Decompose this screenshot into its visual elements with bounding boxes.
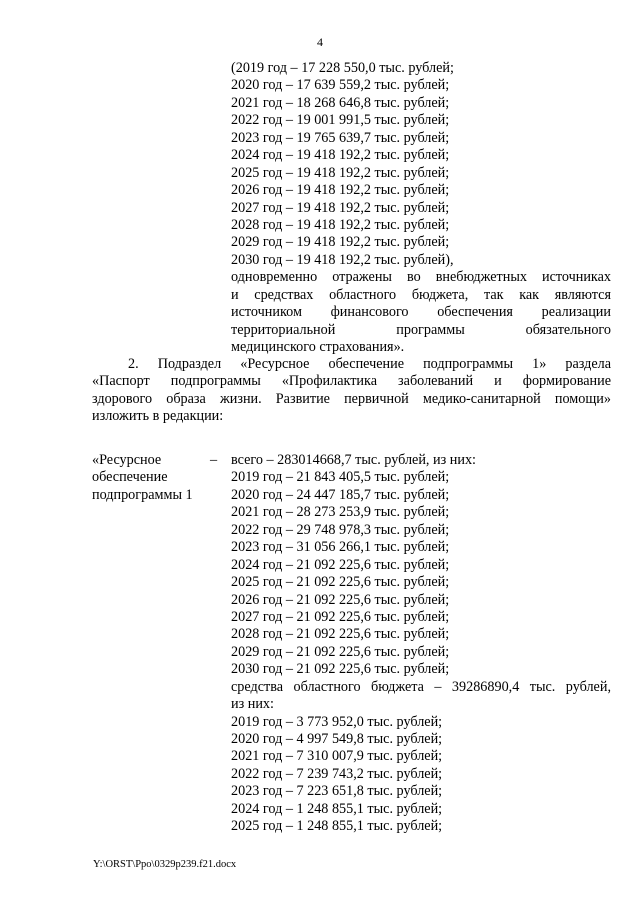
funding-continuation-block <box>231 60 611 356</box>
year-line: 2025 год – 21 092 225,6 тыс. рублей; <box>231 574 450 591</box>
year-line: 2021 год – 7 310 007,9 тыс. рублей; <box>231 748 443 765</box>
year-line: 2024 год – 1 248 855,1 тыс. рублей; <box>231 800 443 817</box>
paragraph-line: «Паспорт подпрограммы «Профилактика заболеваний и формирование <box>92 373 611 390</box>
resource-values <box>231 452 611 836</box>
year-line: 2027 год – 21 092 225,6 тыс. рублей; <box>231 608 450 625</box>
paragraph-line: здорового образа жизни. Развитие первичной медико-санитарной помощи» <box>92 390 611 407</box>
year-line: 2022 год – 29 748 978,3 тыс. рублей; <box>231 521 450 538</box>
paragraph-line: 2. Подраздел «Ресурсное обеспечение подпрограммы 1» раздела <box>128 356 611 372</box>
paragraph-line: изложить в редакции: <box>92 408 224 425</box>
year-line: 2024 год – 21 092 225,6 тыс. рублей; <box>231 556 450 573</box>
year-line: 2023 год – 7 223 651,8 тыс. рублей; <box>231 783 443 800</box>
year-line: 2020 год – 4 997 549,8 тыс. рублей; <box>231 731 443 747</box>
total-line: всего – 283014668,7 тыс. рублей, из них: <box>231 452 476 468</box>
note-line: территориальной программы обязательного <box>231 321 611 338</box>
year-line: 2030 год – 19 418 192,2 тыс. рублей), <box>231 251 454 268</box>
year-line: 2021 год – 28 273 253,9 тыс. рублей; <box>231 504 450 521</box>
page-number: 4 <box>317 35 323 49</box>
note-line: и средствах областного бюджета, так как являются <box>231 286 611 303</box>
year-line: 2024 год – 19 418 192,2 тыс. рублей; <box>231 147 450 164</box>
note-line: медицинского страхования». <box>231 339 405 355</box>
year-line: 2028 год – 19 418 192,2 тыс. рублей; <box>231 216 450 233</box>
year-line: 2026 год – 19 418 192,2 тыс. рублей; <box>231 182 450 199</box>
year-line: 2029 год – 19 418 192,2 тыс. рублей; <box>231 234 450 251</box>
year-line: 2030 год – 21 092 225,6 тыс. рублей; <box>231 661 450 678</box>
amendment-paragraph-2 <box>92 356 611 426</box>
label-line: подпрограммы 1 <box>92 486 193 503</box>
year-line: 2025 год – 19 418 192,2 тыс. рублей; <box>231 164 450 181</box>
note-line: одновременно отражены во внебюджетных источниках <box>231 269 611 286</box>
note-line: источником финансового обеспечения реализации <box>231 304 611 321</box>
year-line: 2027 год – 19 418 192,2 тыс. рублей; <box>231 199 450 216</box>
year-line: 2025 год – 1 248 855,1 тыс. рублей; <box>231 818 443 835</box>
year-line: 2023 год – 19 765 639,7 тыс. рублей; <box>231 129 450 146</box>
year-line: 2028 год – 21 092 225,6 тыс. рублей; <box>231 626 450 643</box>
year-line: 2020 год – 24 447 185,7 тыс. рублей; <box>231 486 450 503</box>
year-line: 2022 год – 19 001 991,5 тыс. рублей; <box>231 112 450 129</box>
resource-label <box>92 452 222 504</box>
year-line: 2020 год – 17 639 559,2 тыс. рублей; <box>231 77 450 94</box>
label-line: «Ресурсное <box>92 452 162 468</box>
year-line: 2026 год – 21 092 225,6 тыс. рублей; <box>231 591 450 608</box>
year-line: 2022 год – 7 239 743,2 тыс. рублей; <box>231 765 443 782</box>
label-dash: – <box>210 452 218 468</box>
regional-budget-line: из них: <box>231 696 274 713</box>
year-line: 2021 год – 18 268 646,8 тыс. рублей; <box>231 94 450 111</box>
year-line: 2029 год – 21 092 225,6 тыс. рублей; <box>231 643 450 660</box>
file-path-footer: Y:\ORST\Ppo\0329p239.f21.docx <box>93 859 237 870</box>
year-line: 2019 год – 3 773 952,0 тыс. рублей; <box>231 713 443 730</box>
year-line: 2023 год – 31 056 266,1 тыс. рублей; <box>231 539 450 556</box>
label-line: обеспечение <box>92 469 168 486</box>
year-line: (2019 год – 17 228 550,0 тыс. рублей; <box>231 60 454 76</box>
year-line: 2019 год – 21 843 405,5 тыс. рублей; <box>231 469 450 486</box>
regional-budget-line: средства областного бюджета – 39286890,4 тыс. рублей, <box>231 678 611 695</box>
